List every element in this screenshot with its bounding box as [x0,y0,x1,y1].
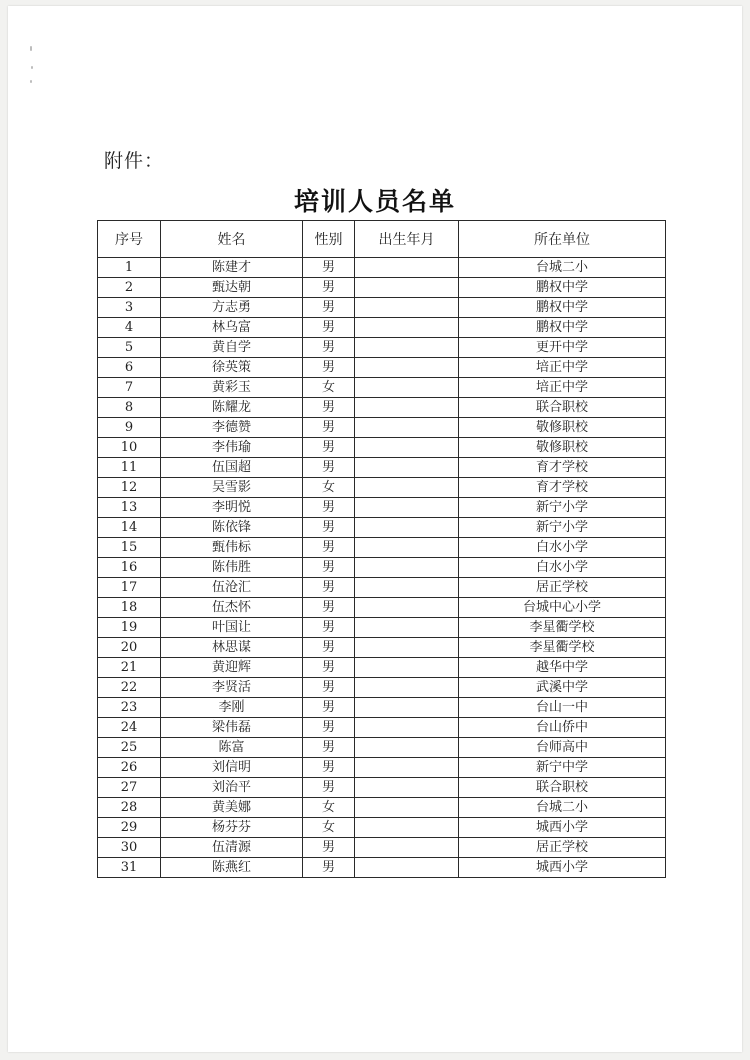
header-name: 姓名 [161,221,303,258]
document-title: 培训人员名单 [293,187,456,216]
cell-name: 陈耀龙 [161,398,303,418]
cell-unit: 武溪中学 [459,678,666,698]
attachment-label: 附件： [104,150,165,172]
scan-speck [30,46,32,51]
cell-name: 陈依锋 [161,518,303,538]
cell-unit: 培正中学 [459,378,666,398]
cell-unit: 台城二小 [459,798,666,818]
cell-birth [355,438,459,458]
cell-gender: 男 [303,538,355,558]
cell-name: 林乌富 [161,318,303,338]
cell-birth [355,838,459,858]
cell-number: 8 [98,398,161,418]
cell-name: 叶国让 [161,618,303,638]
table-row [98,478,666,498]
cell-birth [355,758,459,778]
header-birth: 出生年月 [355,221,459,258]
table-body [98,258,666,878]
cell-birth [355,858,459,878]
personnel-table [97,220,666,878]
cell-number: 31 [98,858,161,878]
cell-gender: 男 [303,518,355,538]
cell-gender: 男 [303,838,355,858]
cell-number: 16 [98,558,161,578]
cell-gender: 男 [303,318,355,338]
cell-name: 李明悦 [161,498,303,518]
cell-gender: 女 [303,818,355,838]
cell-gender: 男 [303,658,355,678]
cell-birth [355,298,459,318]
cell-gender: 女 [303,378,355,398]
table-row [98,758,666,778]
cell-gender: 男 [303,338,355,358]
cell-unit: 新宁小学 [459,498,666,518]
cell-number: 23 [98,698,161,718]
cell-gender: 男 [303,358,355,378]
header-number: 序号 [98,221,161,258]
cell-gender: 男 [303,418,355,438]
table-row [98,638,666,658]
cell-gender: 男 [303,258,355,278]
table-row [98,458,666,478]
cell-unit: 台山一中 [459,698,666,718]
cell-birth [355,458,459,478]
cell-name: 林思谋 [161,638,303,658]
cell-number: 21 [98,658,161,678]
cell-birth [355,658,459,678]
cell-birth [355,258,459,278]
table-row [98,718,666,738]
scan-speck [31,66,33,69]
table-row [98,538,666,558]
cell-gender: 男 [303,498,355,518]
cell-gender: 男 [303,678,355,698]
table-row [98,558,666,578]
cell-number: 18 [98,598,161,618]
cell-birth [355,358,459,378]
cell-name: 黄迎辉 [161,658,303,678]
cell-unit: 李星衢学校 [459,618,666,638]
cell-birth [355,598,459,618]
cell-unit: 台城二小 [459,258,666,278]
table-header-row [98,221,666,258]
cell-name: 李刚 [161,698,303,718]
cell-name: 陈建才 [161,258,303,278]
table-row [98,698,666,718]
cell-gender: 女 [303,478,355,498]
cell-name: 黄彩玉 [161,378,303,398]
cell-number: 20 [98,638,161,658]
table-row [98,518,666,538]
cell-birth [355,718,459,738]
cell-name: 刘治平 [161,778,303,798]
cell-name: 伍清源 [161,838,303,858]
table-row [98,838,666,858]
cell-number: 13 [98,498,161,518]
cell-name: 李德赞 [161,418,303,438]
cell-name: 刘信明 [161,758,303,778]
cell-number: 19 [98,618,161,638]
cell-unit: 城西小学 [459,858,666,878]
cell-name: 杨芬芬 [161,818,303,838]
cell-unit: 联合职校 [459,778,666,798]
cell-name: 徐英策 [161,358,303,378]
cell-number: 24 [98,718,161,738]
table-row [98,318,666,338]
cell-name: 黄自学 [161,338,303,358]
cell-gender: 男 [303,758,355,778]
cell-unit: 白水小学 [459,538,666,558]
cell-unit: 育才学校 [459,478,666,498]
table-row [98,438,666,458]
cell-gender: 男 [303,598,355,618]
cell-unit: 鹏权中学 [459,278,666,298]
cell-gender: 男 [303,298,355,318]
table-row [98,798,666,818]
table-row [98,498,666,518]
cell-number: 10 [98,438,161,458]
table-row [98,358,666,378]
cell-unit: 越华中学 [459,658,666,678]
cell-name: 伍杰怀 [161,598,303,618]
scan-speck [30,80,32,83]
cell-unit: 新宁中学 [459,758,666,778]
cell-name: 李伟瑜 [161,438,303,458]
cell-number: 9 [98,418,161,438]
cell-number: 15 [98,538,161,558]
cell-gender: 男 [303,578,355,598]
cell-unit: 新宁小学 [459,518,666,538]
cell-number: 26 [98,758,161,778]
cell-gender: 男 [303,738,355,758]
cell-number: 28 [98,798,161,818]
cell-gender: 女 [303,798,355,818]
cell-number: 2 [98,278,161,298]
table-row [98,618,666,638]
header-gender: 性别 [303,221,355,258]
cell-gender: 男 [303,638,355,658]
cell-birth [355,518,459,538]
cell-unit: 台山侨中 [459,718,666,738]
cell-gender: 男 [303,458,355,478]
cell-gender: 男 [303,618,355,638]
cell-gender: 男 [303,718,355,738]
cell-unit: 台师高中 [459,738,666,758]
cell-name: 黄美娜 [161,798,303,818]
table-row [98,338,666,358]
cell-name: 李贤活 [161,678,303,698]
cell-unit: 敬修职校 [459,418,666,438]
header-unit: 所在单位 [459,221,666,258]
cell-unit: 敬修职校 [459,438,666,458]
cell-number: 1 [98,258,161,278]
table-row [98,778,666,798]
cell-birth [355,398,459,418]
cell-birth [355,558,459,578]
cell-gender: 男 [303,778,355,798]
cell-gender: 男 [303,858,355,878]
cell-number: 17 [98,578,161,598]
cell-name: 吴雪影 [161,478,303,498]
cell-birth [355,638,459,658]
cell-unit: 鹏权中学 [459,298,666,318]
cell-unit: 育才学校 [459,458,666,478]
cell-number: 5 [98,338,161,358]
cell-birth [355,338,459,358]
cell-birth [355,578,459,598]
cell-birth [355,538,459,558]
cell-number: 7 [98,378,161,398]
cell-birth [355,738,459,758]
cell-number: 11 [98,458,161,478]
table-row [98,418,666,438]
cell-birth [355,818,459,838]
cell-birth [355,678,459,698]
cell-gender: 男 [303,278,355,298]
cell-number: 12 [98,478,161,498]
cell-number: 29 [98,818,161,838]
cell-name: 伍国超 [161,458,303,478]
cell-gender: 男 [303,438,355,458]
table-row [98,578,666,598]
cell-name: 甄伟标 [161,538,303,558]
cell-name: 陈燕红 [161,858,303,878]
table-row [98,598,666,618]
cell-number: 14 [98,518,161,538]
cell-birth [355,318,459,338]
cell-unit: 更开中学 [459,338,666,358]
cell-number: 4 [98,318,161,338]
cell-birth [355,618,459,638]
cell-unit: 鹏权中学 [459,318,666,338]
cell-birth [355,798,459,818]
cell-name: 伍沧汇 [161,578,303,598]
table-row [98,298,666,318]
cell-unit: 居正学校 [459,578,666,598]
cell-number: 6 [98,358,161,378]
cell-unit: 台城中心小学 [459,598,666,618]
cell-number: 30 [98,838,161,858]
cell-unit: 白水小学 [459,558,666,578]
cell-name: 方志勇 [161,298,303,318]
cell-unit: 李星衢学校 [459,638,666,658]
cell-birth [355,418,459,438]
cell-gender: 男 [303,398,355,418]
table-row [98,378,666,398]
table-row [98,658,666,678]
table-row [98,398,666,418]
cell-gender: 男 [303,698,355,718]
cell-name: 梁伟磊 [161,718,303,738]
cell-birth [355,478,459,498]
cell-unit: 居正学校 [459,838,666,858]
cell-number: 25 [98,738,161,758]
cell-birth [355,498,459,518]
cell-name: 陈富 [161,738,303,758]
cell-unit: 培正中学 [459,358,666,378]
cell-name: 陈伟胜 [161,558,303,578]
cell-number: 27 [98,778,161,798]
table-row [98,278,666,298]
cell-birth [355,378,459,398]
cell-number: 22 [98,678,161,698]
cell-number: 3 [98,298,161,318]
table-row [98,858,666,878]
cell-gender: 男 [303,558,355,578]
table-row [98,818,666,838]
cell-birth [355,278,459,298]
table-row [98,678,666,698]
table-row [98,258,666,278]
cell-birth [355,698,459,718]
cell-birth [355,778,459,798]
table-row [98,738,666,758]
cell-name: 甄达朝 [161,278,303,298]
cell-unit: 城西小学 [459,818,666,838]
cell-unit: 联合职校 [459,398,666,418]
